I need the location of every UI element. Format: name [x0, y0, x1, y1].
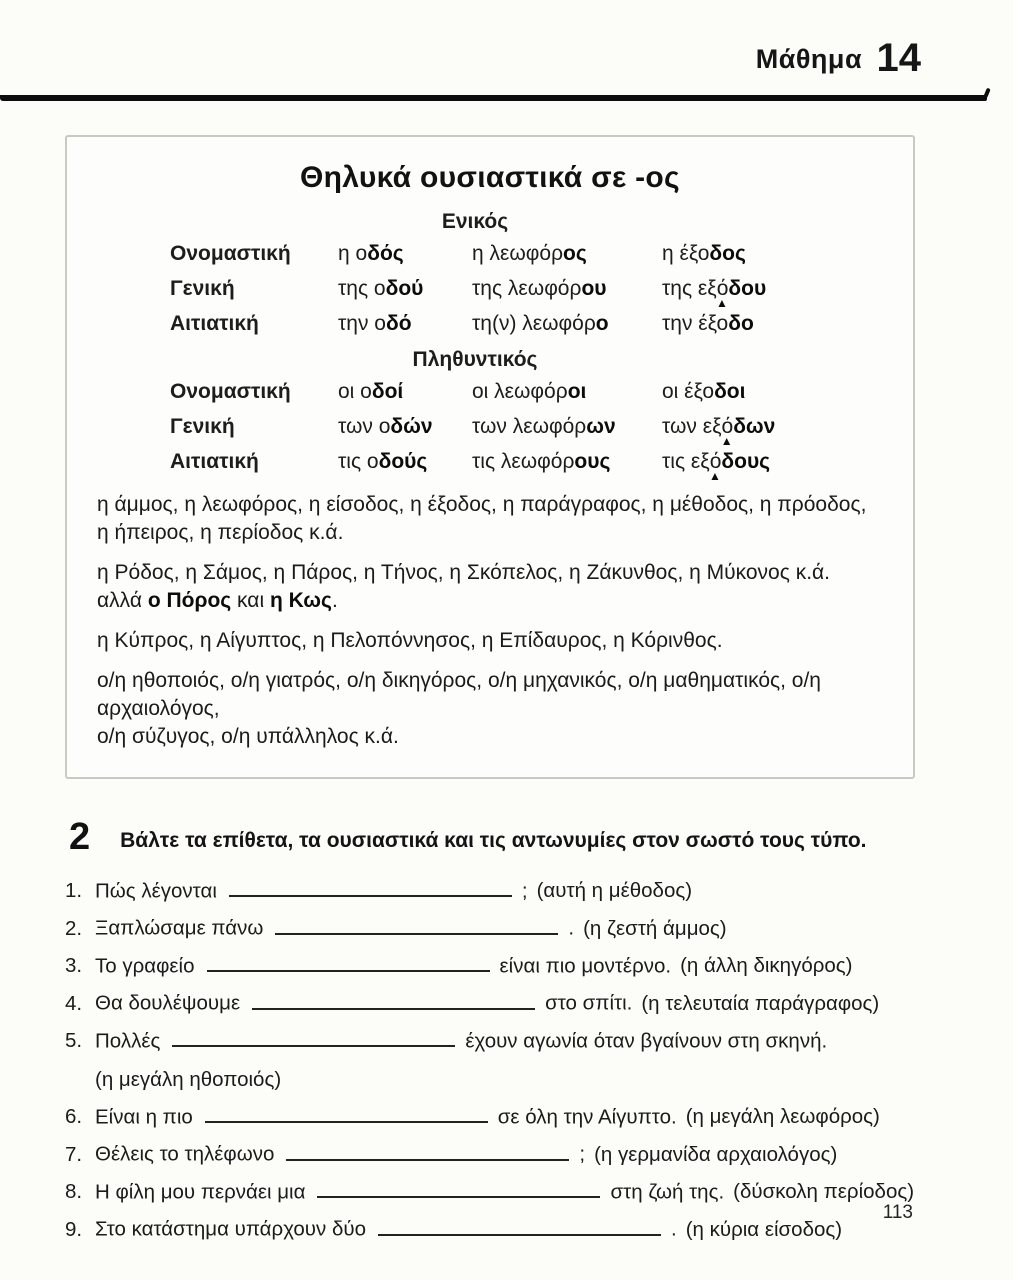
exercise-item — [65, 879, 935, 903]
item-post-text: . — [568, 916, 575, 940]
case-label: Γενική — [170, 415, 235, 438]
declension-rows — [170, 241, 883, 337]
declension-cell — [338, 276, 472, 302]
note-paragraph — [97, 627, 883, 655]
item-number: 1. — [65, 879, 83, 903]
declension-row — [170, 311, 883, 337]
text-run: των ο — [338, 415, 391, 438]
item-number: 9. — [65, 1217, 83, 1241]
text-run: τις εξ — [662, 450, 710, 473]
grammar-box-title: Θηλυκά ουσιαστικά σε -ος — [300, 161, 680, 194]
bold-ending: δο — [728, 312, 754, 335]
text-run: η ο — [338, 242, 368, 265]
exercise-instruction: Βάλτε τα επίθετα, τα ουσιαστικά και τις αντωνυμίες στον σωστό τους τύπο. — [120, 829, 867, 852]
fill-in-blank[interactable] — [252, 991, 535, 1009]
fill-in-blank[interactable] — [275, 916, 558, 934]
item-number: 8. — [65, 1180, 83, 1204]
item-hint: (η τελευταία παράγραφος) — [641, 991, 880, 1015]
declension-heading: Ενικός — [441, 210, 509, 233]
item-post-text: ; — [521, 879, 528, 903]
declension-cell — [662, 379, 883, 405]
declension-cell — [338, 241, 472, 267]
bold-ending: δοι — [714, 380, 746, 403]
item-hint: (η μεγάλη λεωφόρος) — [685, 1105, 880, 1129]
text-run: η Ρόδος, η Σάμος, η Πάρος, η Τήνος, η Σκόπελος, η Ζάκυνθος, η Μύκονος κ.ά. — [97, 561, 831, 584]
item-hint: (η μεγάλη ηθοποιός) — [95, 1067, 282, 1091]
declension-table — [97, 209, 883, 483]
bold-ending: δων — [733, 415, 776, 438]
fill-in-blank[interactable] — [378, 1217, 661, 1235]
declension-section-plural — [97, 347, 883, 483]
lesson-number: 14 — [876, 36, 921, 80]
declension-cell — [338, 414, 472, 440]
fill-in-blank[interactable] — [317, 1180, 600, 1198]
exercise-items — [65, 879, 935, 1242]
item-post-text: . — [670, 1217, 677, 1241]
bold-ending: δό — [386, 312, 412, 335]
item-pre-text: Είναι η πιο — [95, 1105, 193, 1129]
pen-nib-icon — [983, 88, 990, 99]
text-run: της λεωφόρ — [472, 277, 582, 300]
exercise-item — [65, 1142, 935, 1166]
item-number: 7. — [65, 1142, 83, 1166]
fill-in-blank[interactable] — [229, 879, 512, 897]
text-run: των εξ — [662, 415, 722, 438]
exercise-header — [65, 816, 935, 858]
text-run: η άμμος, η λεωφόρος, η είσοδος, η έξοδος, η παράγραφος, η μέθοδος, η πρόοδος, — [97, 493, 867, 516]
declension-cell — [338, 379, 472, 405]
item-post-text: ; — [579, 1142, 586, 1166]
bold-ending: ο — [595, 312, 609, 335]
case-label: Αιτιατική — [170, 450, 259, 473]
declension-cell — [662, 449, 883, 483]
declension-row — [170, 241, 883, 267]
item-hint: (η άλλη δικηγόρος) — [680, 954, 853, 978]
note-paragraph — [97, 667, 883, 751]
text-run: η έξο — [662, 242, 710, 265]
declension-section-singular — [97, 209, 883, 337]
item-pre-text: Πώς λέγονται — [95, 879, 217, 903]
item-pre-text: Το γραφείο — [95, 954, 195, 978]
item-pre-text: Πολλές — [95, 1028, 161, 1052]
note-paragraph — [97, 491, 883, 547]
bold-ending: δους — [721, 450, 771, 473]
declension-row — [170, 379, 883, 405]
declension-cell — [472, 311, 662, 337]
case-label: Ονομαστική — [170, 380, 291, 403]
item-pre-text: Ξαπλώσαμε πάνω — [95, 916, 264, 940]
note-paragraph — [97, 559, 883, 615]
text-run: οι λεωφόρ — [472, 380, 568, 403]
bold-ending: ους — [574, 450, 611, 473]
text-run: τις ο — [338, 450, 379, 473]
item-number: 5. — [65, 1028, 83, 1052]
text-run: η ήπειρος, η περίοδος κ.ά. — [97, 521, 344, 544]
declension-row — [170, 414, 883, 448]
text-run: οι έξο — [662, 380, 715, 403]
declension-cell — [472, 449, 662, 475]
text-run: της ο — [338, 277, 386, 300]
text-run: και — [231, 589, 270, 612]
vowel-text: ό — [721, 415, 734, 438]
exercise-item — [65, 1029, 935, 1092]
bold-ending: δών — [390, 415, 433, 438]
declension-cell — [472, 414, 662, 440]
declension-cell — [472, 241, 662, 267]
text-run: την έξο — [662, 312, 729, 335]
fill-in-blank[interactable] — [205, 1105, 488, 1123]
vowel-text: ό — [716, 277, 729, 300]
bold-ending: ο Πόρος — [147, 589, 232, 612]
declension-cell — [472, 276, 662, 302]
declension-cell — [662, 414, 883, 448]
exercise-item — [65, 1180, 935, 1204]
item-pre-text: Στο κατάστημα υπάρχουν δύο — [95, 1217, 366, 1241]
declension-cell — [472, 379, 662, 405]
fill-in-blank[interactable] — [207, 954, 490, 972]
case-label: Αιτιατική — [170, 312, 259, 335]
declension-cell — [662, 276, 883, 310]
exercise-number: 2 — [69, 816, 91, 858]
exercise-item — [65, 991, 935, 1015]
lesson-label: Μάθημα — [755, 44, 863, 74]
item-post-text: στο σπίτι. — [545, 991, 633, 1015]
stressed-vowel — [708, 449, 722, 483]
item-pre-text: Θα δουλέψουμε — [95, 991, 241, 1015]
stress-arrow-icon: ▲ — [708, 469, 721, 483]
fill-in-blank[interactable] — [286, 1142, 569, 1160]
text-run: η Κύπρος, η Αίγυπτος, η Πελοπόννησος, η Επίδαυρος, η Κόρινθος. — [97, 629, 723, 652]
text-run: των λεωφόρ — [472, 415, 587, 438]
item-number: 2. — [65, 916, 83, 940]
text-run: . — [331, 589, 338, 612]
exercise-item — [65, 1217, 935, 1241]
item-number: 3. — [65, 954, 83, 978]
declension-heading: Πληθυντικός — [412, 348, 538, 371]
item-post-text: είναι πιο μοντέρνο. — [499, 954, 672, 978]
item-pre-text: Η φίλη μου περνάει μια — [95, 1180, 306, 1204]
bold-ending: ος — [563, 242, 587, 265]
bold-ending: δου — [728, 277, 767, 300]
item-pre-text: Θέλεις το τηλέφωνο — [95, 1142, 275, 1166]
bold-ending: ων — [586, 415, 616, 438]
item-hint: (η κύρια είσοδος) — [685, 1217, 843, 1241]
item-hint: (δύσκολη περίοδος) — [733, 1180, 915, 1204]
item-number: 6. — [65, 1105, 83, 1129]
lesson-header — [0, 0, 1013, 101]
stressed-vowel — [720, 414, 734, 448]
text-run: την ο — [338, 312, 386, 335]
declension-row — [170, 276, 883, 310]
item-post-text: σε όλη την Αίγυπτο. — [497, 1105, 677, 1129]
text-run: ο/η σύζυγος, ο/η υπάλληλος κ.ά. — [97, 725, 399, 748]
exercise-item — [65, 1105, 935, 1129]
text-run: η λεωφόρ — [472, 242, 564, 265]
declension-row — [170, 449, 883, 483]
text-run: της εξ — [662, 277, 717, 300]
fill-in-blank[interactable] — [172, 1029, 455, 1047]
case-label: Γενική — [170, 277, 235, 300]
grammar-box — [65, 135, 915, 779]
bold-ending: δοί — [371, 380, 404, 403]
case-label: Ονομαστική — [170, 242, 291, 265]
declension-cell — [338, 311, 472, 337]
header-rule — [0, 95, 987, 101]
declension-cell — [662, 311, 883, 337]
text-run: ο/η ηθοποιός, ο/η γιατρός, ο/η δικηγόρος, ο/η μηχανικός, ο/η μαθηματικός, ο/η αρχαιολόγος, — [97, 669, 821, 720]
text-run: τη(ν) λεωφόρ — [472, 312, 596, 335]
declension-rows — [170, 379, 883, 483]
text-run: τις λεωφόρ — [472, 450, 575, 473]
item-hint: (η γερμανίδα αρχαιολόγος) — [594, 1142, 838, 1166]
bold-ending: ου — [581, 277, 607, 300]
declension-cell — [338, 449, 472, 475]
bold-ending: δού — [385, 277, 424, 300]
item-number: 4. — [65, 991, 83, 1015]
exercise-section — [65, 816, 935, 1242]
bold-ending: δός — [367, 242, 404, 265]
item-post-text: έχουν αγωνία όταν βγαίνουν στη σκηνή. — [465, 1028, 828, 1052]
grammar-notes — [97, 491, 883, 751]
item-hint: (αυτή η μέθοδος) — [536, 879, 693, 903]
bold-ending: οι — [567, 380, 587, 403]
bold-ending: δος — [709, 242, 746, 265]
item-hint: (η ζεστή άμμος) — [583, 916, 727, 940]
page-number: 113 — [882, 1202, 913, 1223]
stressed-vowel — [716, 276, 729, 310]
bold-ending: δούς — [378, 450, 428, 473]
text-run: οι ο — [338, 380, 372, 403]
declension-cell — [662, 241, 883, 267]
exercise-item — [65, 954, 935, 978]
exercise-item — [65, 916, 935, 940]
stress-arrow-icon: ▲ — [716, 296, 728, 310]
lesson-title — [0, 36, 1013, 81]
item-post-text: στη ζωή της. — [610, 1180, 725, 1204]
stress-arrow-icon: ▲ — [720, 434, 733, 448]
text-run: αλλά — [97, 589, 148, 612]
vowel-text: ό — [709, 450, 722, 473]
bold-ending: η Κως — [269, 589, 332, 612]
